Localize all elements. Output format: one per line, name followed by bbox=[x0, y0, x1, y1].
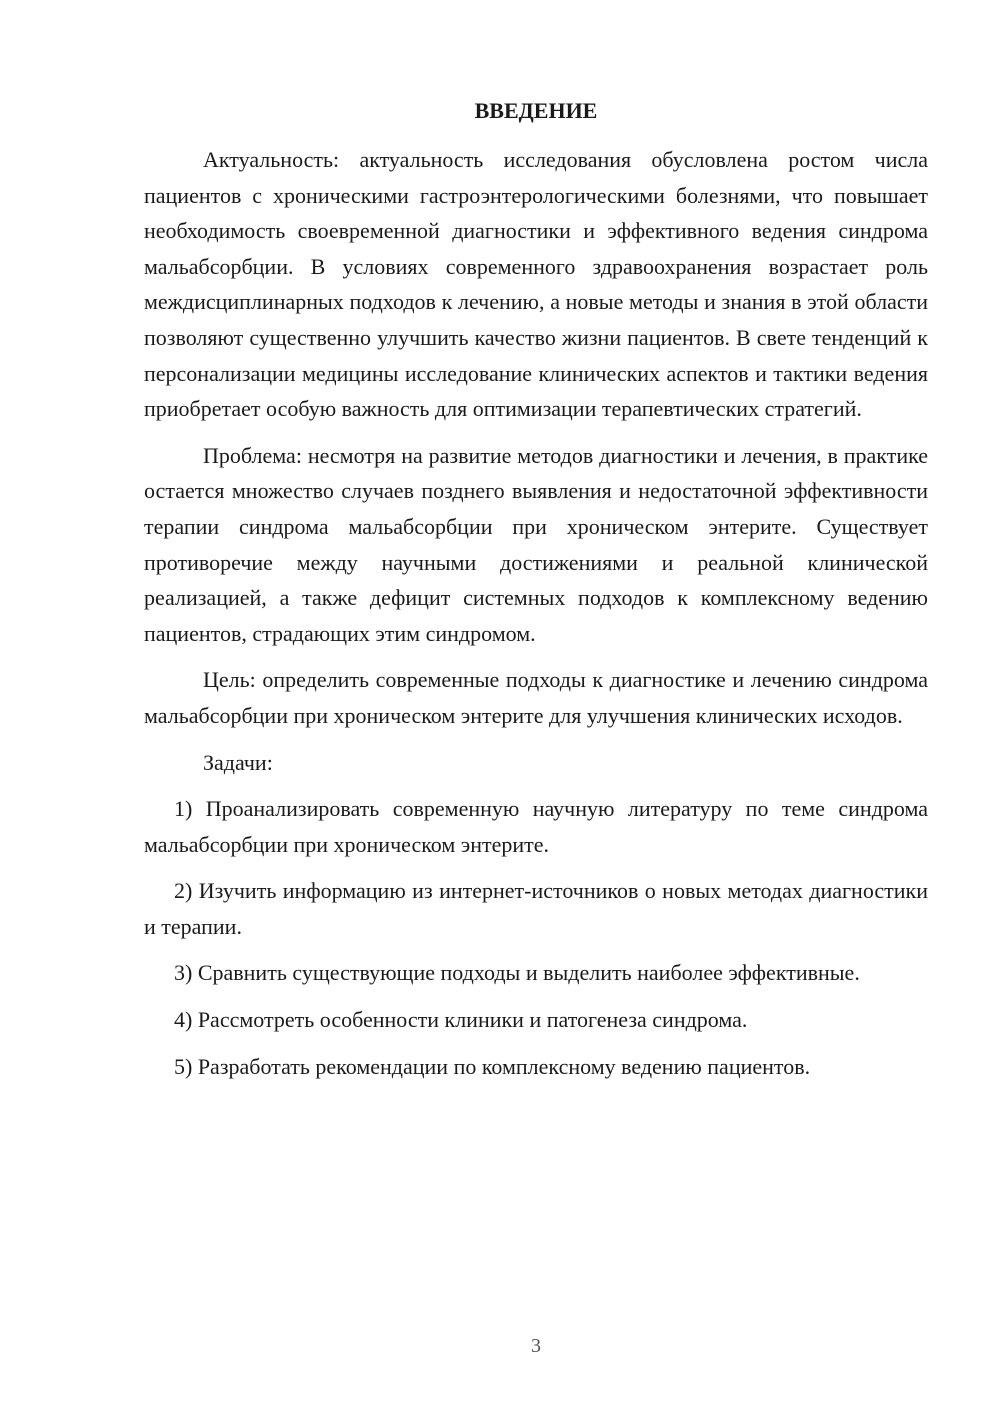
paragraph-relevance: Актуальность: актуальность исследования обусловлена ростом числа пациентов с хроническими гастроэнтерологическими болезнями, что повышает необходимость своевременной диагностики и эффективного ведения синдрома мальабсорбции. В условиях современного здравоохранения возрастает роль междисциплинарных подходов к лечению, а новые методы и знания в этой области позволяют существенно улучшить качество жизни пациентов. В свете тенденций к персонализации медицины исследование клинических аспектов и тактики ведения приобретает особую важность для оптимизации терапевтических стратегий. bbox=[144, 147, 928, 422]
task-item-2: 2) Изучить информацию из интернет-источников о новых методах диагностики и терапии. bbox=[144, 878, 928, 939]
tasks-heading: Задачи: bbox=[203, 749, 273, 775]
task-item-5: 5) Разработать рекомендации по комплексному ведению пациентов. bbox=[174, 1053, 811, 1079]
section-heading: ВВЕДЕНИЕ bbox=[474, 98, 598, 123]
task-item-4: 4) Рассмотреть особенности клиники и патогенеза синдрома. bbox=[174, 1007, 748, 1033]
task-item-3: 3) Сравнить существующие подходы и выделить наиболее эффективные. bbox=[174, 960, 860, 986]
paragraph-goal: Цель: определить современные подходы к диагностике и лечению синдрома мальабсорбции при хроническом энтерите для улучшения клинических исходов. bbox=[144, 667, 928, 728]
document-body bbox=[144, 142, 928, 1095]
paragraph-problem: Проблема: несмотря на развитие методов диагностики и лечения, в практике остается множество случаев позднего выявления и недостаточной эффективности терапии синдрома мальабсорбции при хроническом энтерите. Существует противоречие между научными достижениями и реальной клинической реализацией, а также дефицит системных подходов к комплексному ведению пациентов, страдающих этим синдромом. bbox=[144, 442, 928, 646]
task-item-1: 1) Проанализировать современную научную литературу по теме синдрома мальабсорбции при хроническом энтерите. bbox=[144, 796, 928, 857]
page-number: 3 bbox=[531, 1335, 541, 1357]
